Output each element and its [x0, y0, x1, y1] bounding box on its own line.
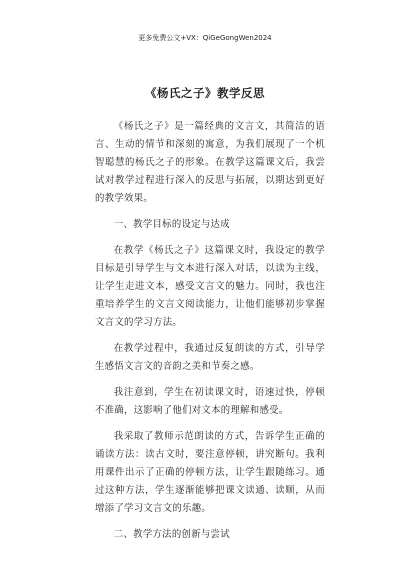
section-heading-1: 一、教学目标的设定与达成: [113, 219, 230, 230]
page-header-text: 更多免费公文+VX：QiGeGongWen2024: [138, 34, 272, 42]
section1-paragraph-1: 在教学《杨氏之子》这篇课文时，我设定的教学目标是引导学生与文本进行深入对话，以读为主线，让学生走进文本，感受文言文的魅力。同时，我也注重培养学生的文言文阅读能力，让他们能够初步掌握文言文的学习方法。: [95, 245, 325, 328]
section-heading-2: 二、教学方法的创新与尝试: [113, 529, 230, 540]
document-body: [95, 118, 325, 552]
section1-paragraph-4: 我采取了教师示范朗读的方式，告诉学生正确的诵读方法：读古文时，要注意停顿，讲究断句。我利用课件出示了正确的停顿方法，让学生跟随练习。通过这种方法，学生逐渐能够把课文读通、读顺，从而增添了学习文言文的乐趣。: [95, 431, 325, 514]
section1-paragraph-3: 我注意到，学生在初读课文时，语速过快，停顿不准确，这影响了他们对文本的理解和感受。: [95, 387, 325, 416]
section1-paragraph-2: 在教学过程中，我通过反复朗读的方式，引导学生感悟文言文的音韵之美和节奏之感。: [95, 343, 325, 372]
intro-paragraph: 《杨氏之子》是一篇经典的文言文，其简洁的语言、生动的情节和深刻的寓意，为我们展现了一个机智聪慧的杨氏之子的形象。在教学这篇课文后，我尝试对教学过程进行深入的反思与拓展，以期达到更好的教学效果。: [95, 121, 325, 204]
document-title: 《杨氏之子》教学反思: [145, 86, 265, 100]
